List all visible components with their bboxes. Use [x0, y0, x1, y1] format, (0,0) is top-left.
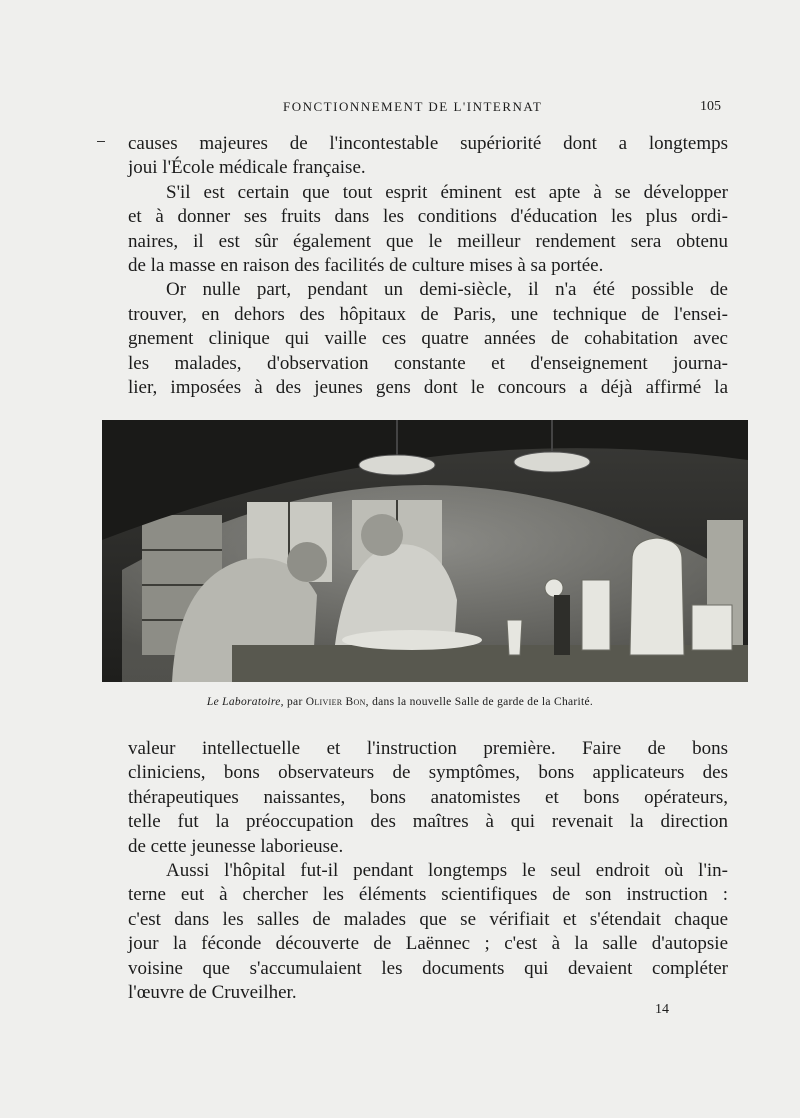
caption-artist: Olivier Bon, [305, 696, 369, 708]
figure-caption [0, 696, 800, 708]
text-line: terne eut à chercher les éléments scientifiques de son instruction : [128, 884, 728, 906]
text-line: les malades, d'observation constante et d'enseignement journa- [128, 352, 728, 374]
text-line: valeur intellectuelle et l'instruction première. Faire de bons [128, 738, 728, 759]
text-line: Aussi l'hôpital fut-il pendant longtemps le seul endroit où l'in- [166, 860, 728, 882]
text-line: c'est dans les salles de malades que se vérifiait et s'étendait chaque [128, 908, 728, 930]
running-title: FONCTIONNEMENT DE L'INTERNAT [283, 99, 543, 114]
text-line: trouver, en dehors des hôpitaux de Paris, une technique de l'ensei- [128, 303, 728, 325]
text-line: telle fut la préoccupation des maîtres à qui revenait la direction [128, 811, 728, 833]
caption-title: Le Laboratoire, [206, 696, 284, 708]
text-line: thérapeutiques naissantes, bons anatomistes et bons opérateurs, [128, 786, 728, 808]
text-line: de cette jeunesse laborieuse. [128, 835, 344, 857]
text-line: cliniciens, bons observateurs de symptômes, bons applicateurs des [128, 762, 728, 784]
text-line: gnement clinique qui vaille ces quatre années de cohabitation avec [128, 328, 728, 350]
text-line: causes majeures de l'incontestable supériorité dont a longtemps [128, 133, 728, 154]
text-line: lier, imposées à des jeunes gens dont le concours a déjà affirmé la [128, 377, 728, 399]
text-line: voisine que s'accumulaient les documents qui devaient compléter [128, 957, 728, 979]
signature-mark: 14 [655, 1002, 669, 1017]
running-head [0, 99, 800, 121]
text-line: et à donner ses fruits dans les conditions d'éducation les plus ordi- [128, 206, 728, 228]
illustration-graphic [102, 420, 748, 682]
text-line: joui l'École médicale française. [128, 157, 366, 179]
text-line: jour la féconde découverte de Laënnec ; c'est à la salle d'autopsie [128, 933, 728, 955]
text-line: naires, il est sûr également que le meilleur rendement sera obtenu [128, 230, 728, 252]
body-text-top [128, 132, 728, 400]
text-line: de la masse en raison des facilités de culture mises à sa portée. [128, 255, 604, 277]
margin-mark [97, 141, 105, 142]
caption-rest: dans la nouvelle Salle de garde de la Charité. [372, 696, 594, 708]
text-line: Or nulle part, pendant un demi-siècle, il n'a été possible de [166, 279, 728, 301]
laboratory-illustration [102, 420, 748, 682]
text-line: l'œuvre de Cruveilher. [128, 982, 297, 1004]
body-text-bottom [128, 737, 728, 1005]
text-line: S'il est certain que tout esprit éminent est apte à se développer [166, 181, 728, 203]
caption-by: par [286, 696, 303, 708]
page-number: 105 [700, 99, 721, 114]
